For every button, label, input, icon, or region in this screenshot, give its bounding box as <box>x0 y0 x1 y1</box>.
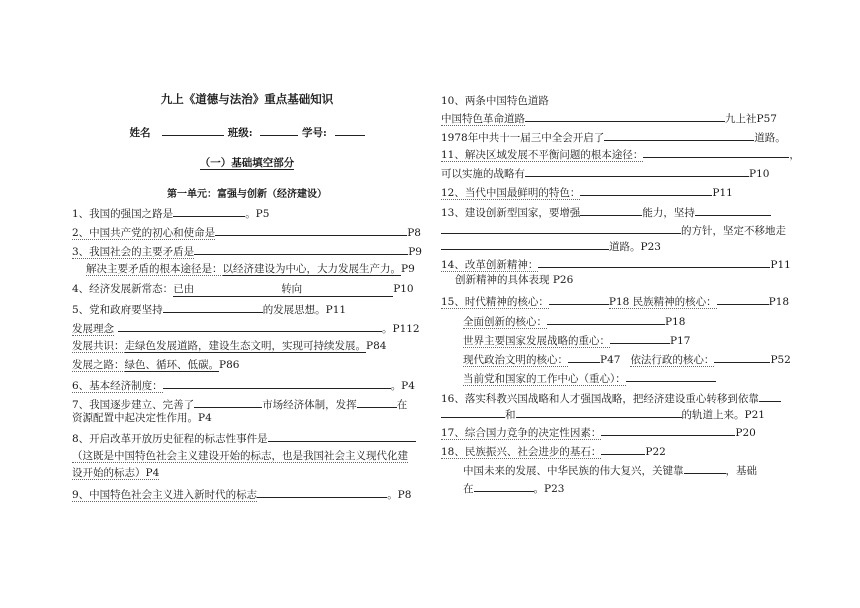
q18-blank-3[interactable] <box>474 480 534 492</box>
question-2: 2、中国共产党的初心和使命是 P8 <box>72 224 421 240</box>
question-14-note: 创新精神的具体表现 P26 <box>455 274 574 286</box>
q15-blank-3[interactable] <box>547 313 665 325</box>
q16-blank-1[interactable] <box>759 390 781 402</box>
question-14: 14、改革创新精神： P11 <box>441 256 791 272</box>
q15-blank-6[interactable] <box>714 351 770 363</box>
question-12: 12、当代中国最鲜明的特色： P11 <box>441 184 733 200</box>
question-3-answer: 解决主要矛盾的根本途径是：以经济建设为中心，大力发展生产力。P9 <box>86 263 415 275</box>
question-15-strategy: 世界主要国家发展战略的重心： P17 <box>463 332 690 348</box>
concept-blank[interactable] <box>118 320 382 332</box>
question-16-cont: 和 的轨道上来。P21 <box>441 406 765 422</box>
number-blank[interactable] <box>335 124 365 136</box>
section-heading: （一）基础填空部分 <box>199 157 295 169</box>
question-7: 7、我国逐步建立、完善了 市场经济体制，发挥 在 <box>72 396 407 412</box>
q7-blank-2[interactable] <box>357 396 397 408</box>
question-13: 13、建设创新型国家，要增强 能力，坚持 <box>441 204 771 220</box>
q8-blank[interactable] <box>268 430 416 442</box>
q12-blank[interactable] <box>580 184 712 196</box>
class-label: 班级: <box>227 127 253 139</box>
question-18-foundation: 在 。P23 <box>463 480 564 496</box>
q6-blank[interactable] <box>163 377 391 389</box>
question-1: 1、我国的强国之路是 。P5 <box>72 205 269 221</box>
q15-blank-4[interactable] <box>610 332 670 344</box>
q15-blank-5[interactable] <box>568 351 600 363</box>
worksheet-title: 九上《道德与法治》重点基础知识 <box>160 92 334 106</box>
development-road: 发展之路：绿色、循环、低碳。P86 <box>72 359 240 371</box>
question-10: 10、两条中国特色道路 <box>441 95 549 107</box>
q1-blank[interactable] <box>173 205 245 217</box>
q16-blank-2[interactable] <box>441 406 505 418</box>
question-17: 17、综合国力竞争的决定性因素： P20 <box>441 424 756 440</box>
question-13-road: 道路。P23 <box>441 238 661 254</box>
q18-blank-1[interactable] <box>601 443 645 455</box>
question-18-future: 中国未来的发展、中华民族的伟大复兴，关键靠 ，基础 <box>463 462 757 478</box>
q11-blank-1[interactable] <box>643 146 789 158</box>
number-label: 学号: <box>301 127 327 139</box>
question-5: 5、党和政府要坚持 的发展思想。P11 <box>72 301 346 317</box>
q5-blank[interactable] <box>163 301 263 313</box>
question-16: 16、落实科教兴国战略和人才强国战略，把经济建设重心转移到依靠 <box>441 390 781 406</box>
question-13-cont: 的方针，坚定不移地走 <box>441 222 786 238</box>
q2-blank[interactable] <box>215 224 407 236</box>
class-blank[interactable] <box>260 124 298 136</box>
development-concept: 发展理念 。P112 <box>72 320 420 336</box>
question-15-politics: 现代政治文明的核心： P47 依法行政的核心： P52 <box>463 351 791 367</box>
name-blank[interactable] <box>162 124 224 136</box>
q3-blank[interactable] <box>194 243 408 255</box>
q7-blank-1[interactable] <box>194 396 262 408</box>
question-15: 15、时代精神的核心： P18 民族精神的核心： P18 <box>441 293 789 309</box>
q17-blank[interactable] <box>601 424 735 436</box>
question-9: 9、中国特色社会主义进入新时代的标志 。P8 <box>72 486 411 502</box>
question-3: 3、我国社会的主要矛盾是 P9 <box>72 243 422 259</box>
q11-blank-2[interactable] <box>525 165 749 177</box>
question-15-center: 当前党和国家的工作中心（重心）： <box>463 370 716 386</box>
question-8: 8、开启改革开放历史征程的标志性事件是 <box>72 430 416 446</box>
question-18: 18、民族振兴、社会进步的基石： P22 <box>441 443 666 459</box>
q15-blank-1[interactable] <box>549 293 609 305</box>
question-8-note-cont: 设开始的标志）P4 <box>72 467 160 479</box>
question-11-strategy: 可以实施的战略有 P10 <box>441 165 769 181</box>
q9-blank[interactable] <box>257 486 387 498</box>
question-8-note: （这既是中国特色社会主义建设开始的标志，也是我国社会主义现代化建 <box>72 450 408 462</box>
q13-blank-2[interactable] <box>695 204 771 216</box>
question-15-innovation: 全面创新的核心： P18 <box>463 313 685 329</box>
q15-blank-7[interactable] <box>626 370 716 382</box>
question-6: 6、基本经济制度： 。P4 <box>72 377 415 393</box>
question-10-revolution: 中国特色革命道路 九上社P57 <box>441 110 777 126</box>
q13-blank-4[interactable] <box>441 238 609 250</box>
unit-heading: 第一单元：富强与创新（经济建设） <box>167 189 327 200</box>
name-label: 姓名 <box>129 127 151 139</box>
q14-blank[interactable] <box>538 256 770 268</box>
development-consensus: 发展共识：走绿色发展道路，建设生态文明，实现可持续发展。P84 <box>72 340 387 352</box>
q18-blank-2[interactable] <box>684 462 726 474</box>
q13-blank-3[interactable] <box>441 222 681 234</box>
q10-blank-2[interactable] <box>604 129 754 141</box>
q10-blank-1[interactable] <box>525 110 725 122</box>
question-11: 11、解决区域发展不平衡问题的根本途径： ， <box>441 146 800 162</box>
q16-blank-3[interactable] <box>516 406 682 418</box>
question-7-cont: 资源配置中起决定性作用。P4 <box>72 412 212 424</box>
q15-blank-2[interactable] <box>717 293 769 305</box>
question-4: 4、经济发展新常态：已由 转向 P10 <box>72 283 414 295</box>
question-10-reform: 1978年中共十一届三中全会开启了 道路。 <box>441 129 786 145</box>
student-info-row <box>72 124 422 140</box>
q13-blank-1[interactable] <box>580 204 642 216</box>
